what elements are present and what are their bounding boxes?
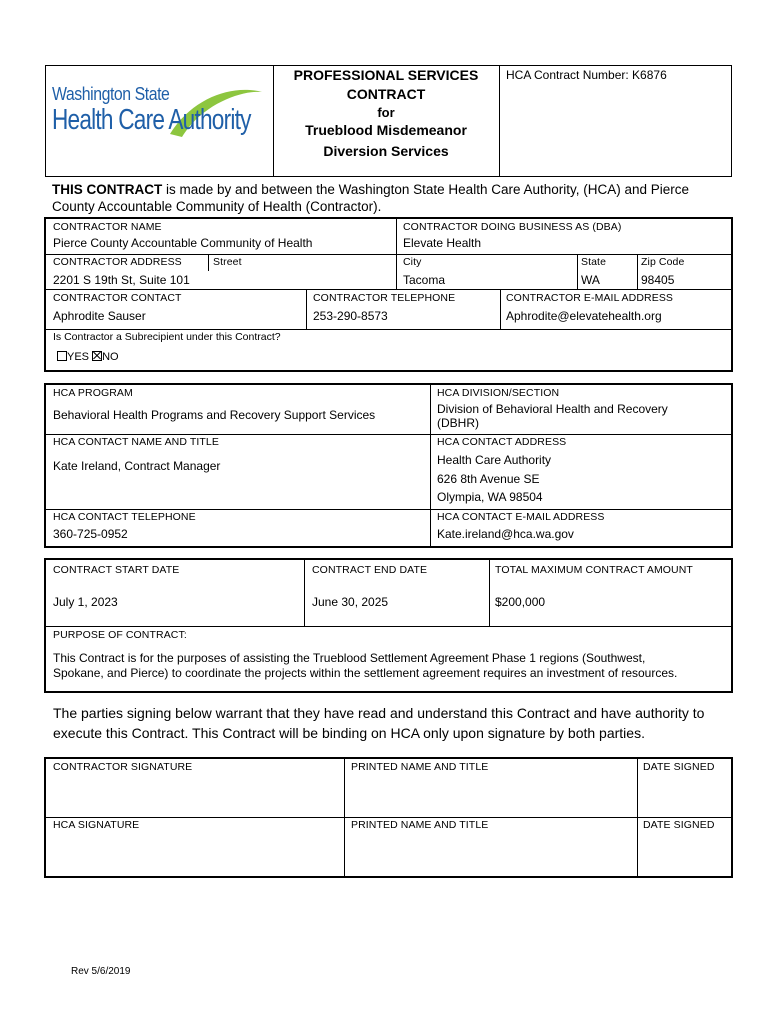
hca-date-signed-field[interactable]: DATE SIGNED [643,819,715,831]
hca-contact-label: HCA CONTACT NAME AND TITLE [53,436,219,448]
subrecipient-question: Is Contractor a Subrecipient under this Contract? [53,331,281,343]
contractor-printed-name-field[interactable]: PRINTED NAME AND TITLE [351,761,489,773]
amount: $200,000 [495,595,546,609]
contractor-email: Aphrodite@elevatehealth.org [506,309,662,323]
purpose-line1: This Contract is for the purposes of assisting the Trueblood Settlement Agreement Phase 1 regions (Southwest, [53,651,646,665]
contractor-dba-label: CONTRACTOR DOING BUSINESS AS (DBA) [403,221,622,233]
hca-address-line2: 626 8th Avenue SE [437,472,540,486]
contractor-phone: 253-290-8573 [313,309,388,323]
contractor-city: Tacoma [403,273,446,287]
hca-division-line1: Division of Behavioral Health and Recovery [437,402,668,416]
signing-statement-line1: The parties signing below warrant that they have read and understand this Contract and have authority to [53,705,705,721]
hca-email: Kate.ireland@hca.wa.gov [437,527,574,541]
hca-printed-name-field[interactable]: PRINTED NAME AND TITLE [351,819,489,831]
contractor-street: 2201 S 19th St, Suite 101 [53,273,190,287]
contractor-signature-field[interactable]: CONTRACTOR SIGNATURE [53,761,193,773]
contractor-address-label: CONTRACTOR ADDRESS [53,256,182,268]
start-date: July 1, 2023 [53,595,118,609]
state-label: State [581,256,607,268]
hca-phone: 360-725-0952 [53,527,128,541]
start-date-label: CONTRACT START DATE [53,564,180,576]
logo-line1: Washington State [52,84,170,104]
hca-program: Behavioral Health Programs and Recovery Support Services [53,408,376,422]
contractor-phone-label: CONTRACTOR TELEPHONE [313,292,456,304]
no-label: NO [102,351,119,363]
revision-footer: Rev 5/6/2019 [71,966,131,977]
contractor-email-label: CONTRACTOR E-MAIL ADDRESS [506,292,674,304]
intro-bold: THIS CONTRACT [52,182,163,197]
hca-division-line2: (DBHR) [437,416,479,430]
contractor-zip: 98405 [641,273,675,287]
signing-statement-line2: execute this Contract. This Contract will be binding on HCA only upon signature by both parties. [53,725,645,741]
title-line-4: Trueblood Misdemeanor [305,122,467,138]
hca-division-label: HCA DIVISION/SECTION [437,387,560,399]
contractor-contact-label: CONTRACTOR CONTACT [53,292,182,304]
hca-address-label: HCA CONTACT ADDRESS [437,436,567,448]
contractor-dba: Elevate Health [403,236,482,250]
intro-paragraph [52,181,732,215]
end-date-label: CONTRACT END DATE [312,564,428,576]
hca-logo [52,82,267,142]
contractor-state: WA [581,273,600,287]
contractor-contact: Aphrodite Sauser [53,309,146,323]
hca-signature-field[interactable]: HCA SIGNATURE [53,819,140,831]
yes-checkbox[interactable] [57,351,67,361]
street-label: Street [213,256,242,268]
city-label: City [403,256,422,268]
contractor-name-label: CONTRACTOR NAME [53,221,162,233]
title-line-5: Diversion Services [323,143,449,159]
logo-line2: Health Care [52,104,169,136]
purpose-line2: Spokane, and Pierce) to coordinate the projects within the settlement agreement requires an investment of resources. [53,666,678,680]
purpose-label: PURPOSE OF CONTRACT: [53,629,187,641]
hca-contact: Kate Ireland, Contract Manager [53,459,221,473]
subrecipient-options [57,351,119,363]
contractor-name: Pierce County Accountable Community of Health [53,236,313,250]
title-line-2: CONTRACT [346,86,426,102]
contract-title [273,66,499,161]
signature-table [44,757,733,878]
title-line-3: for [377,105,395,120]
no-checkbox[interactable] [92,351,102,361]
contractor-date-signed-field[interactable]: DATE SIGNED [643,761,715,773]
hca-contract-number: HCA Contract Number: K6876 [506,68,667,82]
yes-label: YES [67,351,90,363]
logo-line2b: Authority [168,104,251,136]
title-line-1: PROFESSIONAL SERVICES [293,67,479,83]
intro-text: is made by and between the Washington State Health Care Authority, (HCA) and Pierce County Accountable Community of Health (Contractor). [52,182,690,214]
hca-phone-label: HCA CONTACT TELEPHONE [53,511,196,523]
hca-address-line3: Olympia, WA 98504 [437,490,543,504]
amount-label: TOTAL MAXIMUM CONTRACT AMOUNT [495,564,693,576]
hca-program-label: HCA PROGRAM [53,387,133,399]
zip-label: Zip Code [641,256,685,268]
end-date: June 30, 2025 [312,595,389,609]
hca-email-label: HCA CONTACT E-MAIL ADDRESS [437,511,605,523]
hca-address-line1: Health Care Authority [437,453,552,467]
